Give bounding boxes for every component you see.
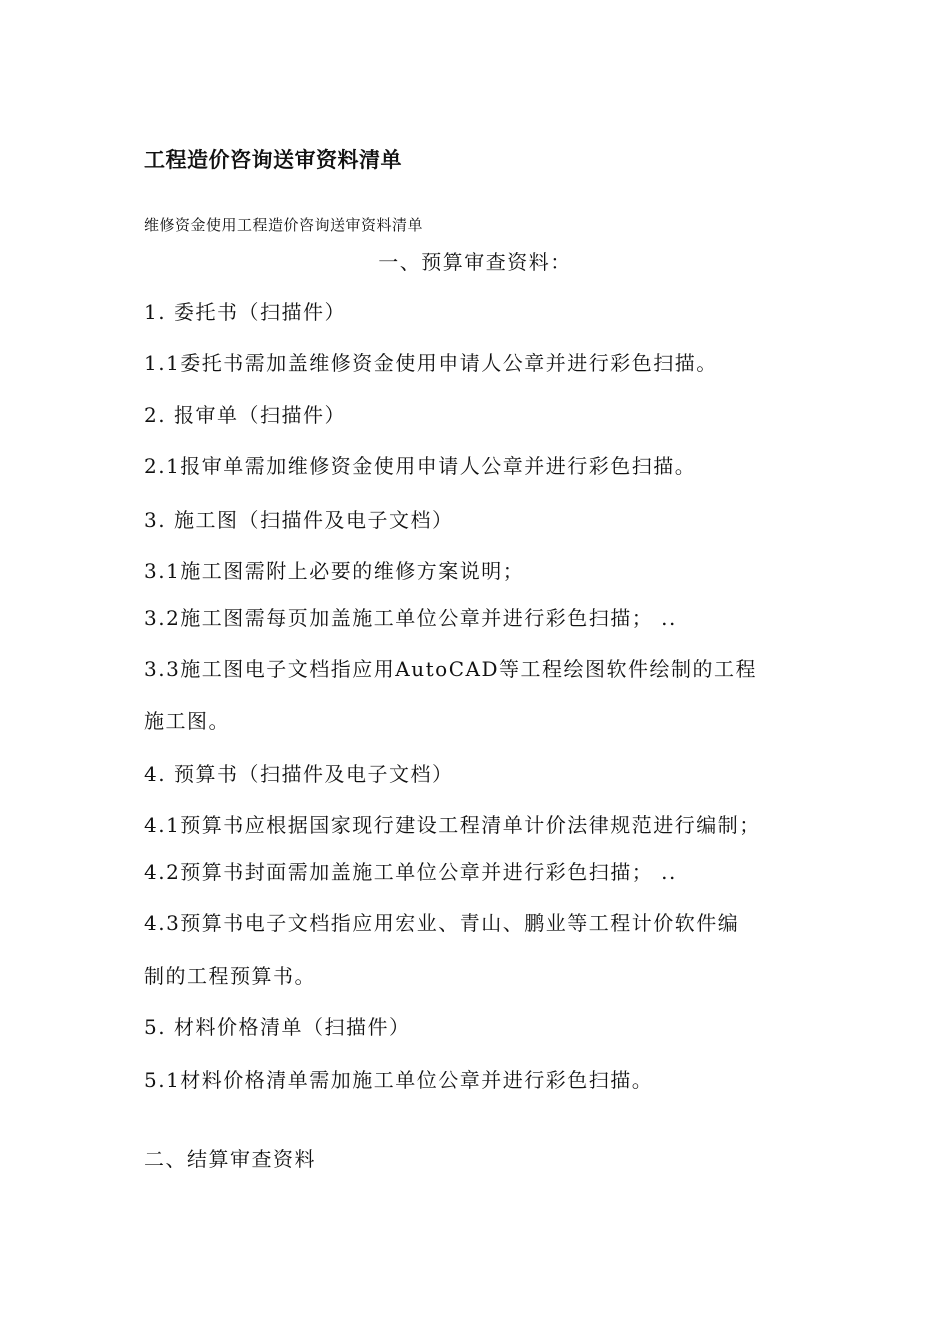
item-3-3-continued: 施工图。 (144, 709, 230, 733)
item-2-1: 2.1报审单需加维修资金使用申请人公章并进行彩色扫描。 (144, 454, 697, 478)
item-1-heading: 1. 委托书（扫描件） (144, 300, 346, 324)
item-3-2: 3.2施工图需每页加盖施工单位公章并进行彩色扫描； .. (144, 606, 677, 630)
item-4-3: 4.3预算书电子文档指应用宏业、青山、鹏业等工程计价软件编 (144, 911, 740, 935)
item-4-2: 4.2预算书封面需加盖施工单位公章并进行彩色扫描； .. (144, 860, 677, 884)
item-4-heading: 4. 预算书（扫描件及电子文档） (144, 762, 454, 786)
document-title: 工程造价咨询送审资料清单 (144, 148, 402, 172)
item-3-3: 3.3施工图电子文档指应用AutoCAD等工程绘图软件绘制的工程 (144, 657, 757, 681)
item-3-heading: 3. 施工图（扫描件及电子文档） (144, 508, 454, 532)
section-heading-settlement-review: 二、结算审查资料 (144, 1147, 316, 1171)
item-5-heading: 5. 材料价格清单（扫描件） (144, 1015, 411, 1039)
item-3-1: 3.1施工图需附上必要的维修方案说明； (144, 559, 525, 583)
item-2-heading: 2. 报审单（扫描件） (144, 403, 346, 427)
document-subtitle: 维修资金使用工程造价咨询送审资料清单 (144, 216, 424, 234)
item-1-1: 1.1委托书需加盖维修资金使用申请人公章并进行彩色扫描。 (144, 351, 718, 375)
section-heading-budget-review: 一、预算审查资料： (378, 250, 572, 274)
item-5-1: 5.1材料价格清单需加施工单位公章并进行彩色扫描。 (144, 1068, 654, 1092)
item-4-1: 4.1预算书应根据国家现行建设工程清单计价法律规范进行编制； (144, 813, 761, 837)
item-4-3-continued: 制的工程预算书。 (144, 964, 316, 988)
